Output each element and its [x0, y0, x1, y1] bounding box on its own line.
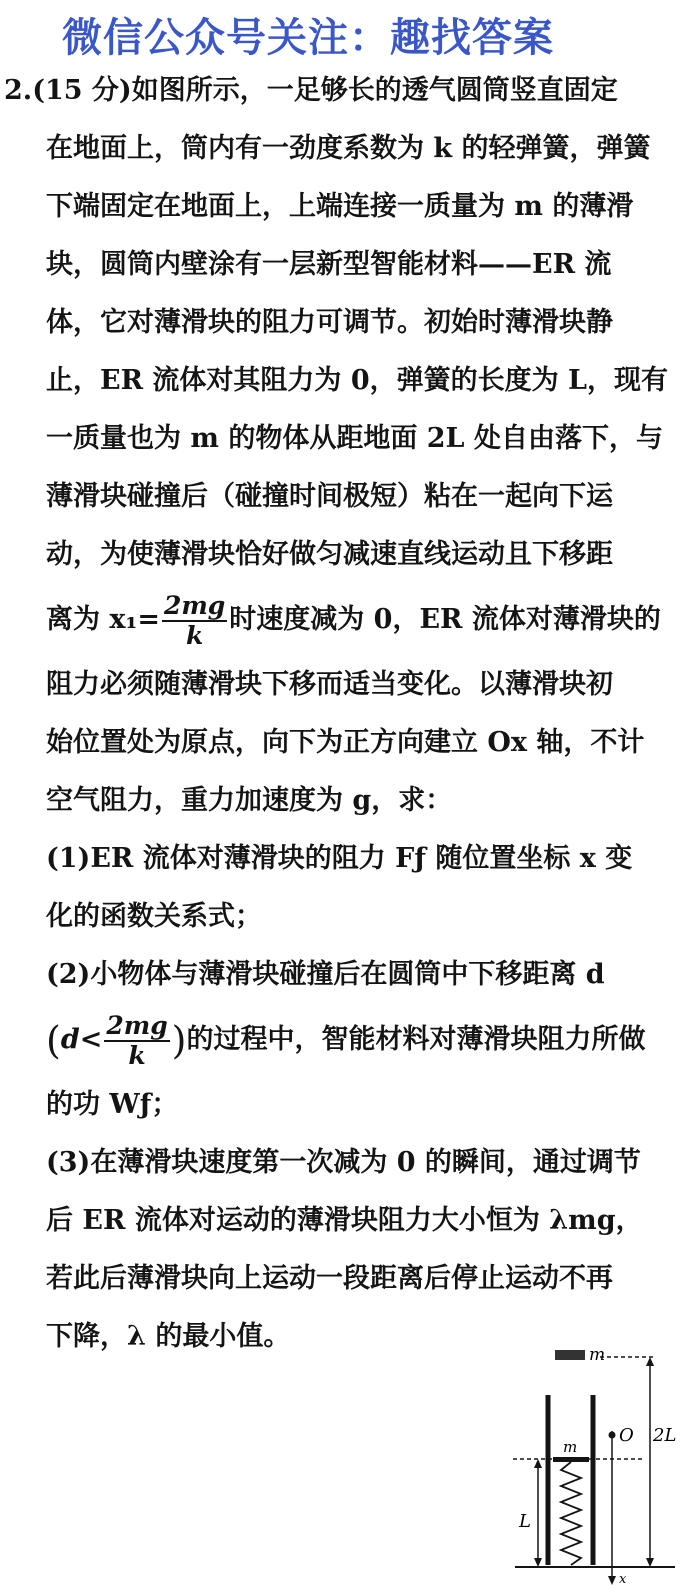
question-1-line-1: (1)ER 流体对薄滑块的阻力 Fƒ 随位置坐标 x 变 — [46, 843, 633, 874]
question-2-line-2: (d< $\frac{2mg}{k}$ )的过程中，智能材料对薄滑块阻力所做 — [46, 1010, 646, 1070]
problem-line-5: 体，它对薄滑块的阻力可调节。初始时薄滑块静 — [46, 307, 613, 338]
problem-line-3: 下端固定在地面上，上端连接一质量为 m 的薄滑 — [46, 191, 634, 222]
question-2-line-3: 的功 Wƒ； — [46, 1089, 179, 1120]
spring-cylinder-diagram — [505, 1335, 700, 1585]
origin-point — [609, 1432, 616, 1439]
thin-slider — [553, 1457, 589, 1462]
question-3-line-4: 下降，λ 的最小值。 — [46, 1321, 291, 1352]
fraction-2mg-over-k-inline: $\frac{2mg}{k}$ — [106, 1010, 168, 1070]
problem-line-6: 止，ER 流体对其阻力为 0，弹簧的长度为 L，现有 — [46, 365, 668, 396]
fraction-2mg-over-k: $\frac{2mg}{k}$ — [163, 590, 226, 650]
problem-line-8: 薄滑块碰撞后（碰撞时间极短）粘在一起向下运 — [46, 481, 613, 512]
question-3-line-2: 后 ER 流体对运动的薄滑块阻力大小恒为 λmg， — [46, 1205, 643, 1236]
x-axis-label: x — [619, 1572, 627, 1585]
spring-length-label: L — [519, 1511, 531, 1532]
falling-mass-label: m — [589, 1345, 606, 1365]
physics-problem — [0, 62, 690, 1366]
problem-line-2: 在地面上，筒内有一劲度系数为 k 的轻弹簧，弹簧 — [46, 133, 651, 164]
question-3-line-1: (3)在薄滑块速度第一次减为 0 的瞬间，通过调节 — [46, 1147, 641, 1178]
problem-line-4: 块，圆筒内壁涂有一层新型智能材料——ER 流 — [46, 249, 612, 280]
origin-label: O — [619, 1425, 634, 1446]
problem-number: 2. — [4, 75, 33, 106]
problem-line-12: 始位置处为原点，向下为正方向建立 Ox 轴，不计 — [46, 727, 645, 758]
watermark-banner: 微信公众号关注：趣找答案 — [62, 15, 554, 61]
question-2-line-1: (2)小物体与薄滑块碰撞后在圆筒中下移距离 d — [46, 959, 605, 990]
height-label: 2L — [653, 1425, 677, 1446]
question-3-line-3: 若此后薄滑块向上运动一段距离后停止运动不再 — [46, 1263, 613, 1294]
falling-mass — [555, 1350, 585, 1360]
problem-line-10: 离为 x₁= $\frac{2mg}{k}$ 时速度减为 0，ER 流体对薄滑块的 — [46, 590, 661, 650]
problem-line-7: 一质量也为 m 的物体从距地面 2L 处自由落下，与 — [46, 423, 663, 454]
spring — [561, 1462, 581, 1565]
question-1-line-2: 化的函数关系式； — [46, 901, 262, 932]
slider-mass-label: m — [563, 1438, 578, 1456]
problem-line-13: 空气阻力，重力加速度为 g，求： — [46, 785, 453, 816]
problem-line-9: 动，为使薄滑块恰好做匀减速直线运动且下移距 — [46, 539, 613, 570]
problem-line-1: 2.(15 分)如图所示，一足够长的透气圆筒竖直固定 — [4, 75, 618, 106]
problem-score: (15 分) — [32, 75, 132, 106]
problem-line-11: 阻力必须随薄滑块下移而适当变化。以薄滑块初 — [46, 669, 613, 700]
